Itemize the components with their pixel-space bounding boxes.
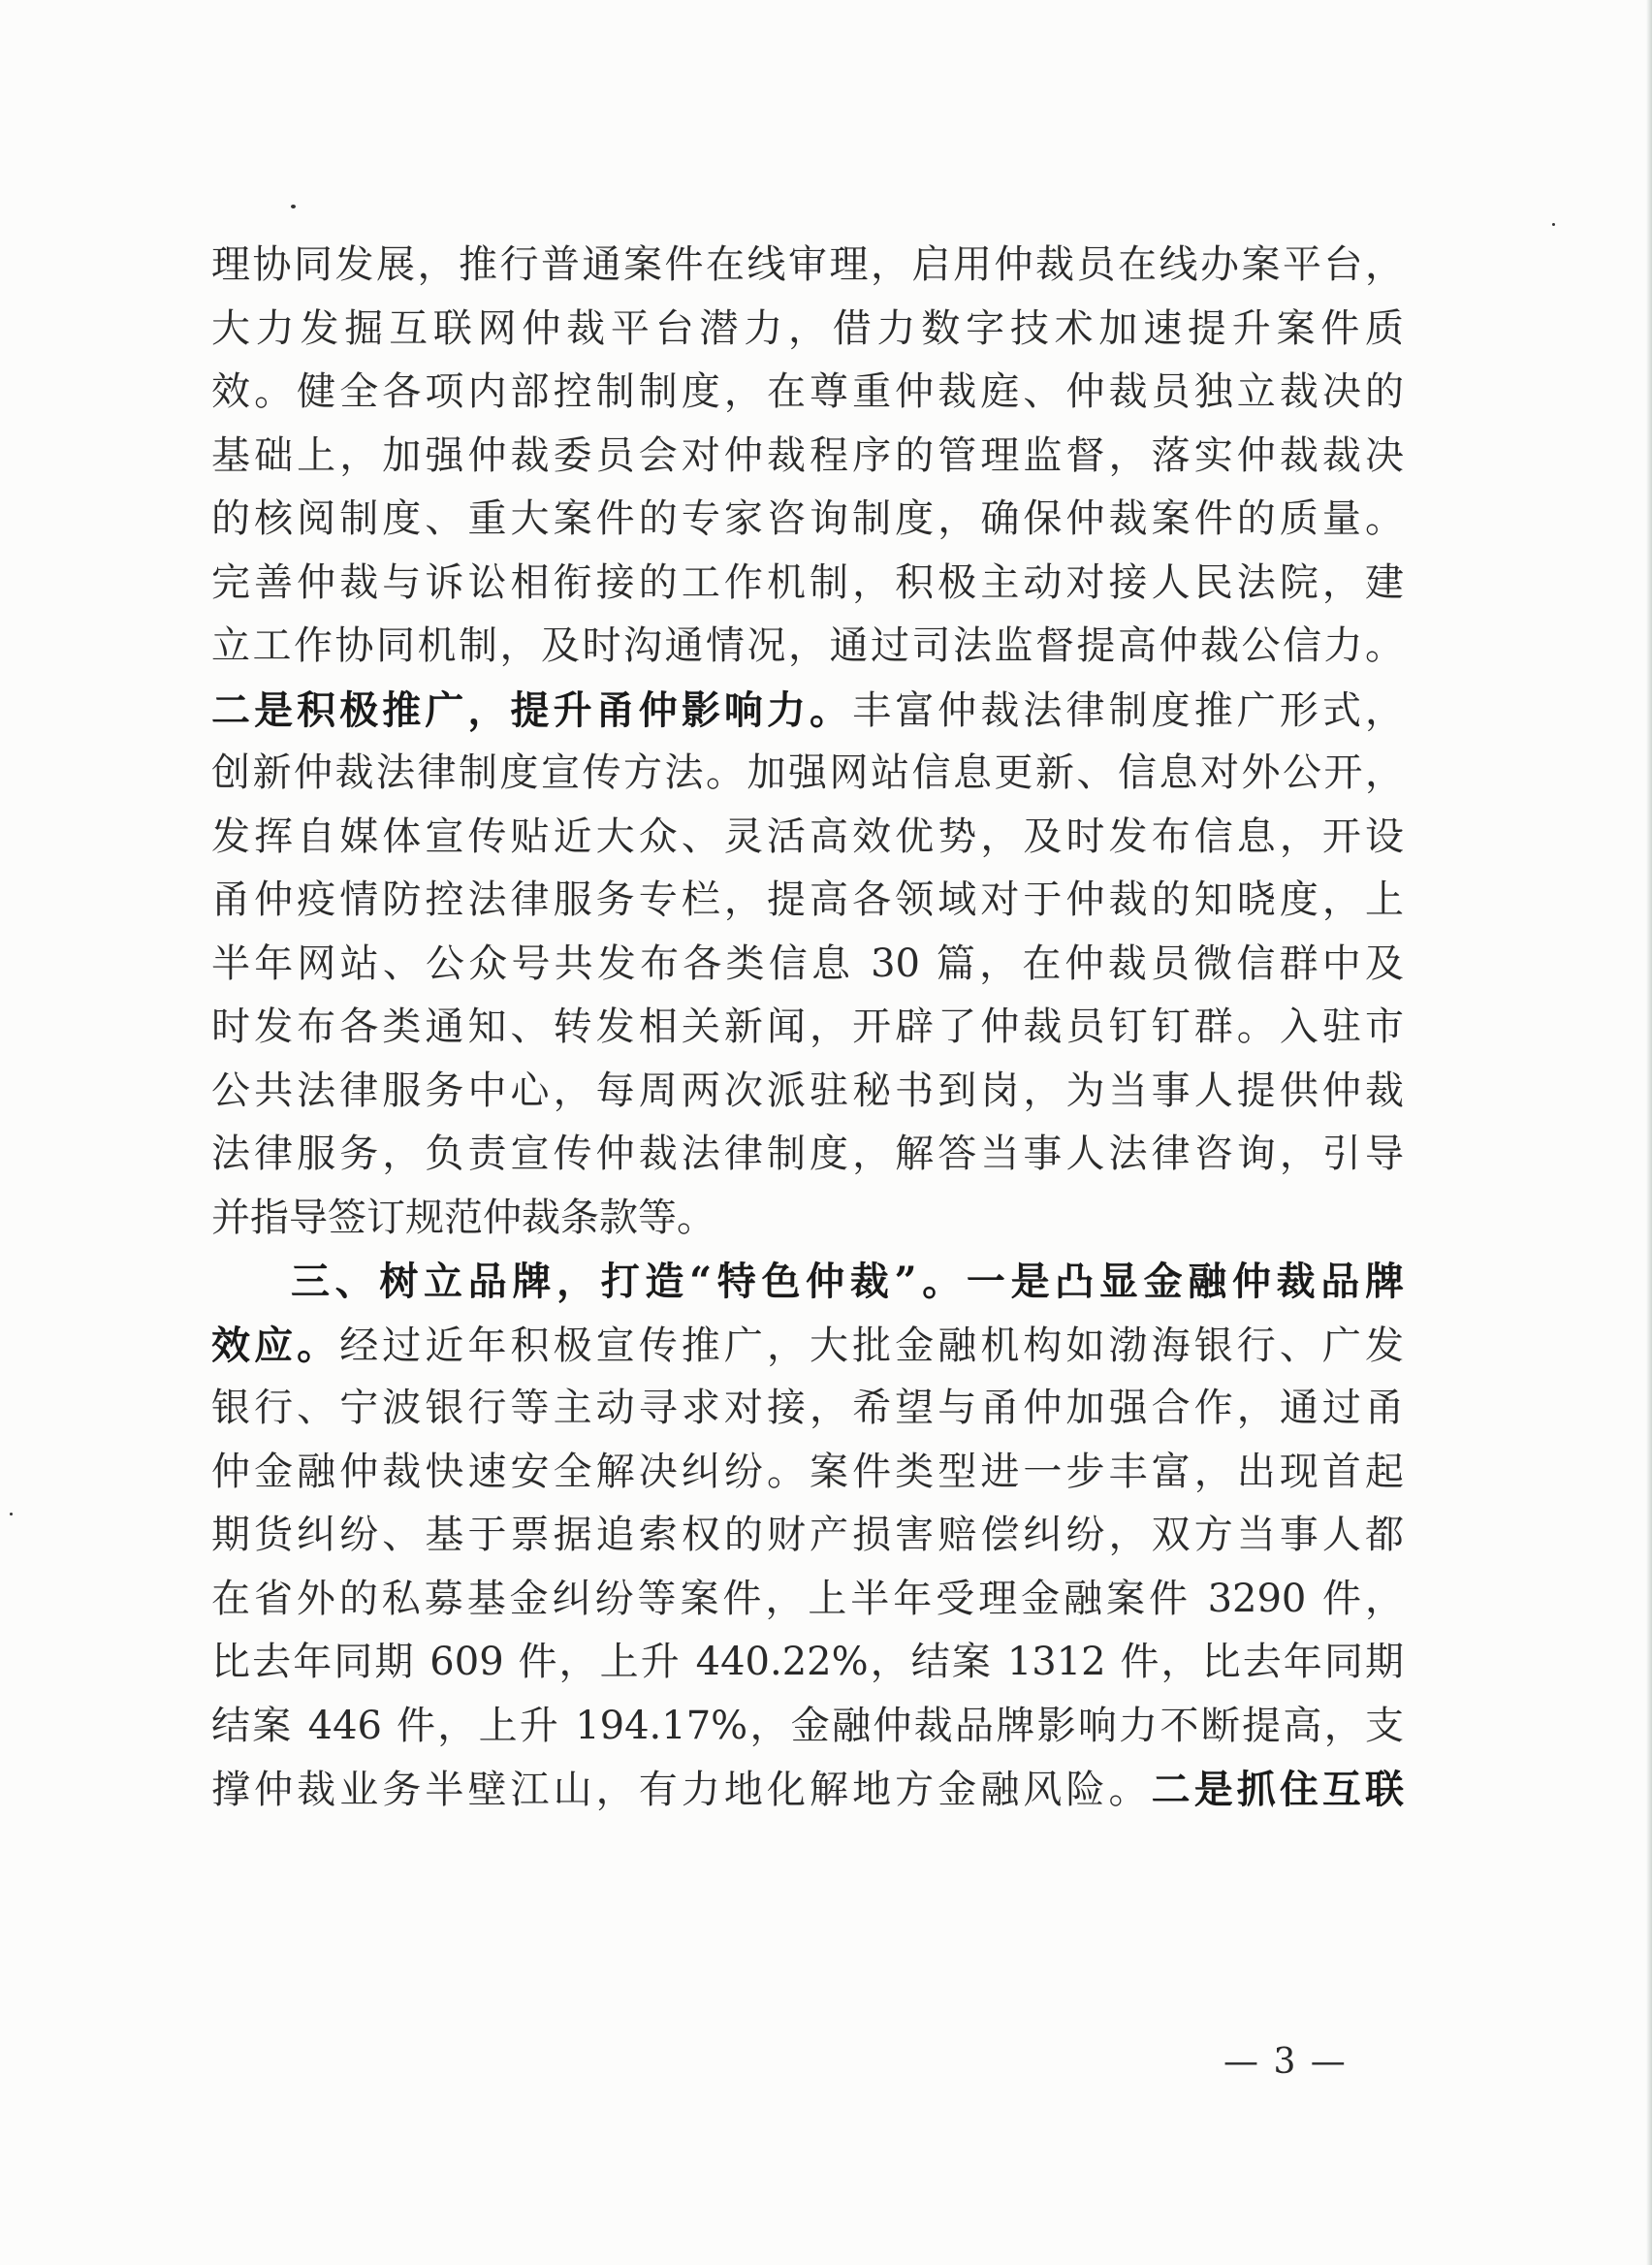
text-line bbox=[211, 1187, 1404, 1251]
text-segment: 并指导签订规范仲裁条款等。 bbox=[211, 1195, 715, 1240]
text-line bbox=[211, 1695, 1404, 1759]
text-segment: 时发布各类通知、转发相关新闻，开辟了仲裁员钉钉群。入驻市 bbox=[211, 1005, 1404, 1049]
text-segment: 法律服务，负责宣传仲裁法律制度，解答当事人法律咨询，引导 bbox=[211, 1132, 1404, 1176]
text-segment: 撑仲裁业务半壁江山，有力地化解地方金融风险。 bbox=[211, 1768, 1152, 1812]
text-line bbox=[211, 425, 1404, 489]
text-segment: 理协同发展，推行普通案件在线审理，启用仲裁员在线办案平台， bbox=[211, 242, 1404, 287]
text-line bbox=[211, 1060, 1404, 1124]
text-segment: 期货纠纷、基于票据追索权的财产损害赔偿纠纷，双方当事人都 bbox=[211, 1513, 1404, 1557]
text-line bbox=[211, 996, 1404, 1060]
text-line bbox=[211, 488, 1404, 552]
scan-speck bbox=[10, 1513, 13, 1515]
text-line bbox=[211, 1631, 1404, 1695]
text-line bbox=[211, 933, 1404, 997]
text-line bbox=[211, 1504, 1404, 1568]
text-segment: 经过近年积极宣传推广，大批金融机构如渤海银行、广发 bbox=[339, 1323, 1404, 1368]
text-line bbox=[211, 361, 1404, 425]
text-segment: 公共法律服务中心，每周两次派驻秘书到岗，为当事人提供仲裁 bbox=[211, 1068, 1404, 1113]
text-segment: 大力发掘互联网仲裁平台潜力，借力数字技术加速提升案件质 bbox=[211, 305, 1404, 351]
text-segment: 丰富仲裁法律制度推广形式， bbox=[852, 687, 1404, 733]
text-segment: 立工作协同机制，及时沟通情况，通过司法监督提高仲裁公信力。 bbox=[211, 623, 1404, 668]
text-segment: 创新仲裁法律制度宣传方法。加强网站信息更新、信息对外公开， bbox=[211, 750, 1404, 795]
text-line bbox=[211, 298, 1404, 362]
text-line bbox=[211, 1123, 1404, 1187]
text-segment: 甬仲疫情防控法律服务专栏，提高各领域对于仲裁的知晓度，上 bbox=[211, 877, 1404, 922]
text-line bbox=[211, 1377, 1404, 1441]
text-line bbox=[211, 552, 1404, 616]
text-line bbox=[211, 742, 1404, 806]
text-line bbox=[211, 869, 1404, 933]
bold-text-segment: 二是抓住互联 bbox=[1151, 1767, 1404, 1812]
bold-text-segment: 效应。 bbox=[211, 1322, 340, 1368]
text-segment: 比去年同期 609 件，上升 440.22%，结案 1312 件，比去年同期 bbox=[211, 1640, 1404, 1684]
text-segment: 银行、宁波银行等主动寻求对接，希望与甬仲加强合作，通过甬 bbox=[211, 1386, 1404, 1430]
text-line bbox=[211, 234, 1404, 298]
text-segment: 基础上，加强仲裁委员会对仲裁程序的管理监督，落实仲裁裁决 bbox=[211, 432, 1404, 478]
scan-edge bbox=[1646, 0, 1652, 2265]
text-segment: 的核阅制度、重大案件的专家咨询制度，确保仲裁案件的质量。 bbox=[211, 496, 1404, 541]
text-line bbox=[211, 1758, 1404, 1822]
text-line bbox=[211, 615, 1404, 679]
text-segment: 仲金融仲裁快速安全解决纠纷。案件类型进一步丰富，出现首起 bbox=[211, 1449, 1404, 1494]
page-number: — 3 — bbox=[1223, 2042, 1348, 2082]
text-line bbox=[211, 1250, 1404, 1314]
text-line bbox=[211, 806, 1404, 870]
text-line bbox=[211, 1568, 1404, 1632]
text-segment: 半年网站、公众号共发布各类信息 30 篇，在仲裁员微信群中及 bbox=[211, 941, 1404, 986]
text-segment: 效。健全各项内部控制制度，在尊重仲裁庭、仲裁员独立裁决的 bbox=[211, 369, 1404, 414]
text-line bbox=[211, 1441, 1404, 1505]
bold-text-segment: 三、树立品牌，打造“特色仲裁”。一是凸显金融仲裁品牌 bbox=[291, 1259, 1404, 1304]
text-segment: 完善仲裁与诉讼相衔接的工作机制，积极主动对接人民法院，建 bbox=[211, 559, 1404, 605]
body-text bbox=[211, 234, 1404, 1822]
scan-speck bbox=[291, 205, 296, 208]
text-line bbox=[211, 679, 1404, 743]
text-segment: 结案 446 件，上升 194.17%，金融仲裁品牌影响力不断提高，支 bbox=[211, 1703, 1404, 1748]
text-segment: 发挥自媒体宣传贴近大众、灵活高效优势，及时发布信息，开设 bbox=[211, 813, 1404, 859]
text-line bbox=[211, 1314, 1404, 1378]
bold-text-segment: 二是积极推广，提升甬仲影响力。 bbox=[211, 686, 853, 733]
scan-speck bbox=[1552, 223, 1555, 226]
text-segment: 在省外的私募基金纠纷等案件，上半年受理金融案件 3290 件， bbox=[211, 1576, 1404, 1621]
